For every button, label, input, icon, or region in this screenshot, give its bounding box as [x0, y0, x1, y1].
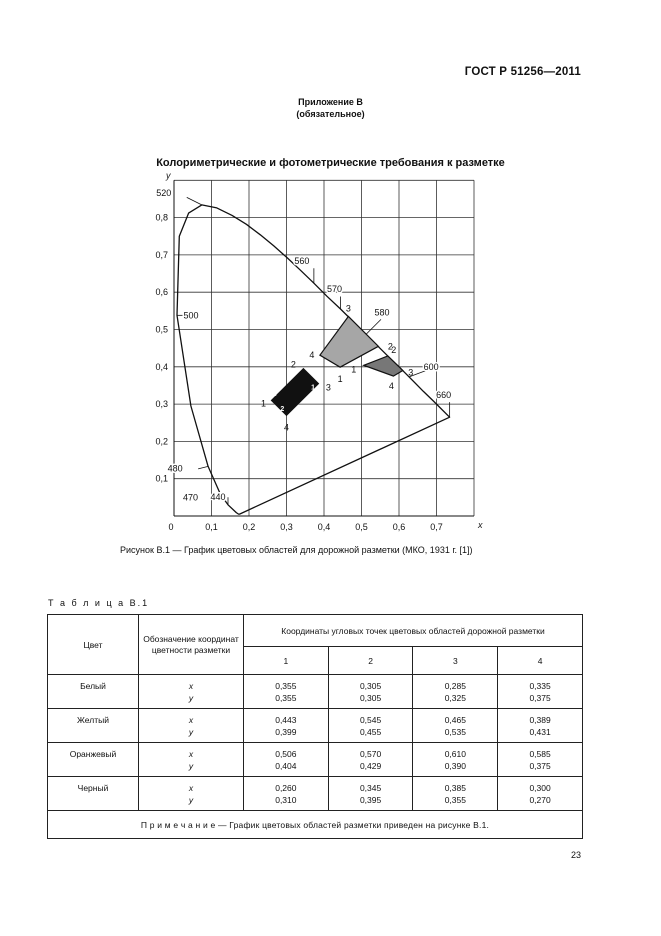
- cell-x: 0,260: [275, 782, 297, 793]
- x-tick-label: 0,4: [317, 522, 331, 532]
- y-tick-label: 0,6: [155, 287, 168, 298]
- corner-label: 4: [388, 381, 394, 392]
- wavelength-tick: [366, 319, 381, 334]
- y-tick-label: 0,4: [155, 361, 168, 372]
- cell-x: 0,443: [275, 714, 297, 725]
- y-tick-label: 0,1: [155, 473, 168, 484]
- wavelength-label: 570: [326, 283, 343, 294]
- x-tick-label: 0: [168, 522, 174, 532]
- x-tick-label: 0,6: [392, 522, 406, 532]
- corner-label: 1: [260, 398, 267, 409]
- corner-label: 2: [391, 344, 397, 355]
- wavelength-label: 520: [156, 187, 172, 198]
- header-designation: Обозначение координат цветности разметки: [139, 615, 244, 675]
- wavelength-tick: [187, 197, 202, 205]
- page-number: 23: [570, 850, 581, 860]
- corner-label: 4: [309, 350, 315, 361]
- cell-x: 0,285: [444, 680, 466, 691]
- wavelength-label: 440: [210, 491, 226, 502]
- x-label: x: [188, 782, 194, 793]
- region-black: [272, 369, 319, 416]
- row-color: Черный: [48, 777, 139, 811]
- row-color: Желтый: [48, 709, 139, 743]
- chart-grid: [174, 180, 474, 516]
- cell-x: 0,585: [529, 748, 551, 759]
- cell-y: 0,375: [529, 692, 551, 703]
- y-tick-label: 0,3: [155, 399, 168, 410]
- cell-x: 0,389: [529, 714, 551, 725]
- section-heading: Колориметрические и фотометрические требования к разметке: [156, 157, 505, 169]
- wavelength-label: 500: [183, 310, 199, 321]
- y-label: y: [188, 794, 194, 805]
- x-label: x: [188, 748, 194, 759]
- cell-y: 0,325: [444, 692, 466, 703]
- coordinates-table: [47, 614, 583, 839]
- y-axis-label: y: [166, 170, 171, 181]
- header-point: 2: [328, 647, 413, 675]
- table-title: Т а б л и ц а В.1: [48, 598, 150, 608]
- wavelength-label: 660: [436, 390, 452, 401]
- wavelength-tick: [198, 466, 208, 469]
- region-orange: [364, 356, 403, 376]
- x-axis-label: x: [478, 520, 483, 530]
- corner-label: 1: [351, 364, 357, 375]
- wavelength-label: 560: [294, 256, 310, 267]
- cell-y: 0,310: [275, 794, 297, 805]
- appendix-title: Приложение В: [298, 97, 363, 107]
- wavelength-label: 600: [423, 361, 439, 372]
- cell-y: 0,375: [529, 760, 551, 771]
- cell-x: 0,300: [529, 782, 551, 793]
- table-row: [48, 777, 583, 811]
- cell-x: 0,355: [275, 680, 297, 691]
- header-point: 4: [498, 647, 583, 675]
- corner-label: 1: [311, 384, 316, 392]
- corner-label: 1: [337, 374, 343, 385]
- table-row: [48, 675, 583, 709]
- y-label: y: [188, 726, 194, 737]
- y-tick-label: 0,7: [155, 249, 168, 260]
- cell-y: 0,305: [359, 692, 382, 703]
- header-coordinates: Координаты угловых точек цветовых областей дорожной разметки: [244, 615, 583, 647]
- corner-label: 4: [293, 368, 298, 376]
- x-label: x: [188, 680, 194, 691]
- corner-label: 2: [387, 341, 393, 352]
- row-color: Белый: [48, 675, 139, 709]
- table-row: [48, 743, 583, 777]
- row-color: Оранжевый: [48, 743, 139, 777]
- y-label: y: [188, 692, 194, 703]
- cell-x: 0,385: [444, 782, 466, 793]
- cell-y: 0,270: [529, 794, 551, 805]
- cell-x: 0,305: [359, 680, 382, 691]
- cell-y: 0,404: [275, 760, 297, 771]
- appendix-subtitle: (обязательное): [296, 109, 365, 119]
- cell-x: 0,545: [359, 714, 382, 725]
- corner-label: 4: [283, 422, 290, 433]
- wavelength-label: 480: [167, 463, 183, 474]
- cell-y: 0,355: [444, 794, 466, 805]
- cell-y: 0,455: [359, 726, 382, 737]
- cell-x: 0,506: [275, 748, 297, 759]
- header-point: 3: [413, 647, 498, 675]
- y-tick-label: 0,2: [155, 436, 168, 447]
- cell-y: 0,395: [359, 794, 382, 805]
- corner-label: 3: [325, 382, 331, 393]
- x-tick-label: 0,5: [355, 522, 368, 532]
- cell-y: 0,399: [275, 726, 297, 737]
- cell-x: 0,465: [444, 714, 466, 725]
- corner-label: 3: [408, 367, 414, 378]
- corner-label: 3: [272, 390, 277, 398]
- cell-x: 0,570: [359, 748, 382, 759]
- wavelength-label: 580: [374, 307, 390, 318]
- table-note: П р и м е ч а н и е — График цветовых областей разметки приведен на рисунке В.1.: [48, 811, 583, 839]
- cell-x: 0,345: [359, 782, 382, 793]
- cell-y: 0,429: [359, 760, 382, 771]
- chart-labels: [156, 188, 451, 505]
- corner-label: 2: [280, 406, 285, 414]
- wavelength-label: 470: [182, 492, 199, 503]
- figure-caption: Рисунок В.1 — График цветовых областей для дорожной разметки (МКО, 1931 г. [1]): [120, 545, 473, 555]
- region-yellow: [320, 316, 379, 367]
- y-tick-label: 0,5: [155, 324, 168, 335]
- cell-x: 0,610: [444, 748, 466, 759]
- cell-y: 0,355: [275, 692, 297, 703]
- cell-y: 0,431: [529, 726, 551, 737]
- header-color: Цвет: [48, 615, 139, 675]
- x-tick-label: 0,3: [280, 522, 293, 532]
- corner-label: 2: [290, 359, 296, 370]
- y-tick-label: 0,8: [155, 212, 168, 223]
- x-tick-label: 0,2: [242, 522, 256, 532]
- x-label: x: [188, 714, 194, 725]
- y-label: y: [188, 760, 194, 771]
- standard-number: ГОСТ Р 51256—2011: [464, 66, 581, 78]
- cell-x: 0,335: [529, 680, 551, 691]
- x-tick-label: 0,1: [205, 522, 218, 532]
- x-tick-label: 0,7: [430, 522, 443, 532]
- cell-y: 0,390: [444, 760, 466, 771]
- corner-label: 3: [345, 303, 351, 314]
- table-row: [48, 709, 583, 743]
- cell-y: 0,535: [444, 726, 466, 737]
- header-point: 1: [244, 647, 329, 675]
